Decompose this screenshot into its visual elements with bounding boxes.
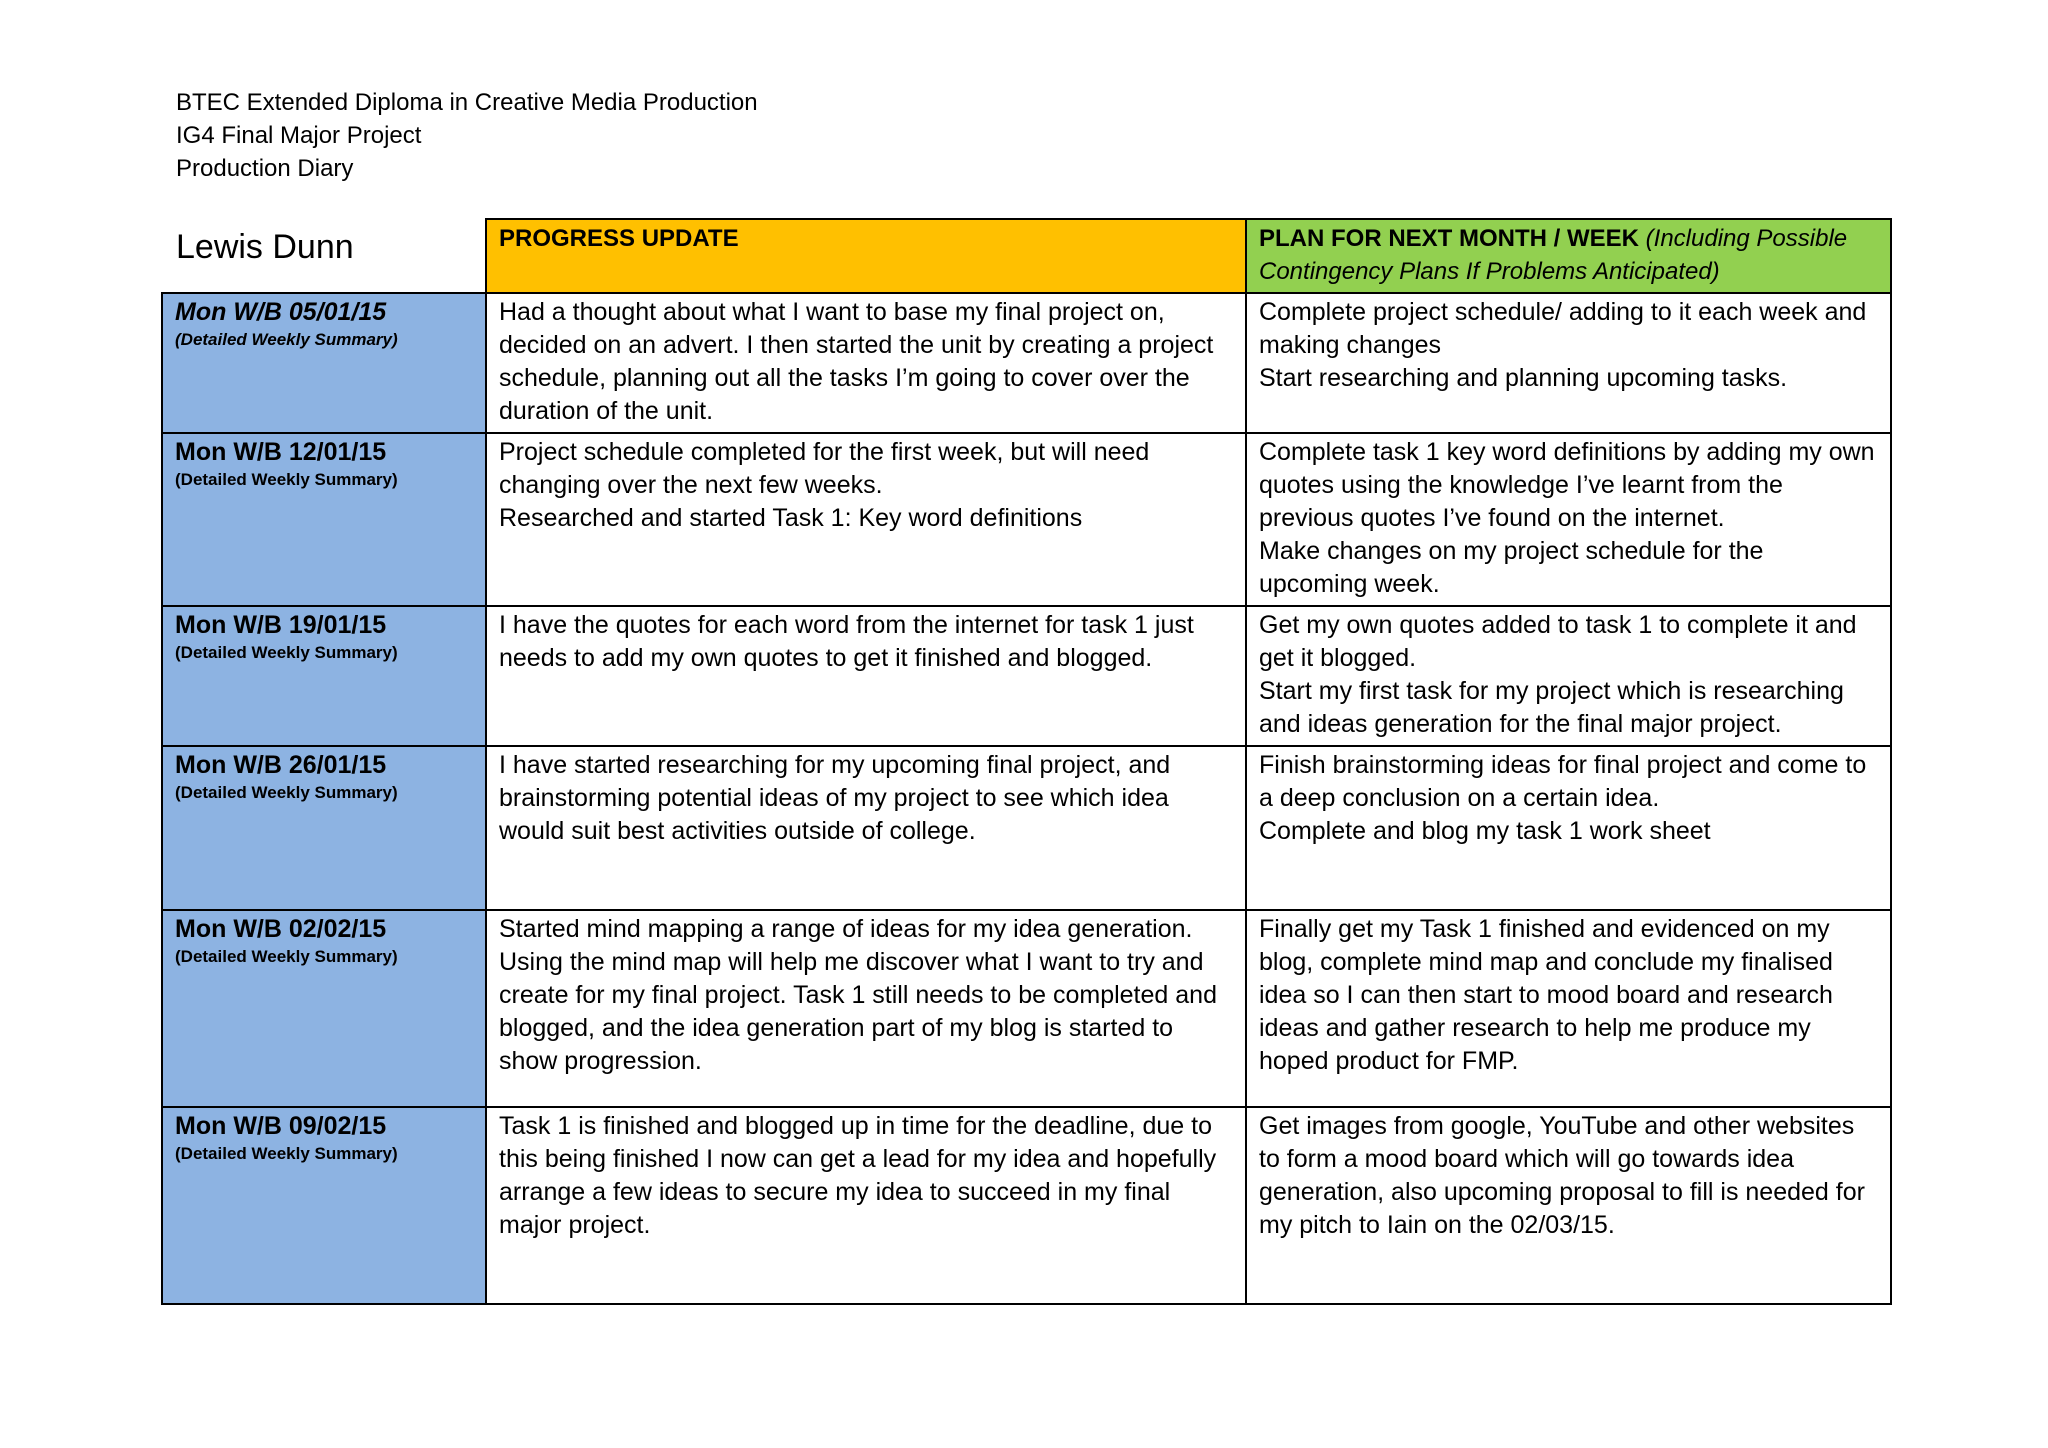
student-name: Lewis Dunn <box>162 219 486 293</box>
plan-text: Finish brainstorming ideas for final project and come to a deep conclusion on a certain idea. <box>1259 751 1867 812</box>
week-subtitle: (Detailed Weekly Summary) <box>175 1144 398 1163</box>
week-subtitle: (Detailed Weekly Summary) <box>175 947 398 966</box>
plan-header-label: PLAN FOR NEXT MONTH / WEEK <box>1259 225 1639 252</box>
week-subtitle: (Detailed Weekly Summary) <box>175 470 398 489</box>
table-row <box>162 433 1891 606</box>
plan-header-note: (Including Possible Contingency Plans If Problems Anticipated) <box>1259 225 1848 285</box>
week-cell <box>162 606 486 746</box>
table-row <box>162 293 1891 433</box>
week-title: Mon W/B 19/01/15 <box>175 611 387 639</box>
week-title: Mon W/B 26/01/15 <box>175 751 387 779</box>
week-title: Mon W/B 12/01/15 <box>175 438 387 466</box>
plan-cell <box>1246 606 1891 746</box>
plan-text: Start researching and planning upcoming tasks. <box>1259 364 1788 392</box>
plan-text: Complete project schedule/ adding to it each week and making changes <box>1259 298 1867 359</box>
week-cell <box>162 1107 486 1304</box>
table-row <box>162 606 1891 746</box>
plan-cell <box>1246 1107 1891 1304</box>
progress-text: I have started researching for my upcoming final project, and brainstorming potential ideas of my project to see which idea would suit best activities outside of college. <box>499 751 1171 845</box>
progress-update-header: PROGRESS UPDATE <box>486 219 1246 293</box>
table-row <box>162 1107 1891 1304</box>
plan-text: Make changes on my project schedule for the upcoming week. <box>1259 537 1764 598</box>
week-cell <box>162 746 486 910</box>
progress-text: I have the quotes for each word from the internet for task 1 just needs to add my own quotes to get it finished and blogged. <box>499 611 1194 672</box>
week-cell <box>162 910 486 1107</box>
progress-text: Task 1 is finished and blogged up in time for the deadline, due to this being finished I now can get a lead for my idea and hopefully arrange a few ideas to secure my idea to succeed in my final major project. <box>499 1112 1217 1239</box>
progress-text: Started mind mapping a range of ideas for my idea generation. Using the mind map will help me discover what I want to try and create for my final project. Task 1 still needs to be completed and blogged, and the idea generation part of my blog is started to show progression. <box>499 915 1217 1075</box>
week-subtitle: (Detailed Weekly Summary) <box>175 330 398 349</box>
plan-text: Complete and blog my task 1 work sheet <box>1259 817 1711 845</box>
document-title: Production Diary <box>176 155 354 182</box>
table-row <box>162 910 1891 1107</box>
plan-text: Start my first task for my project which is researching and ideas generation for the final major project. <box>1259 677 1844 738</box>
plan-header <box>1246 219 1891 293</box>
progress-cell <box>486 1107 1246 1304</box>
progress-cell <box>486 606 1246 746</box>
week-title: Mon W/B 09/02/15 <box>175 1112 387 1140</box>
plan-text: Get images from google, YouTube and other websites to form a mood board which will go towards idea generation, also upcoming proposal to fill is needed for my pitch to Iain on the 02/03/15. <box>1259 1112 1865 1239</box>
document-header <box>176 86 758 185</box>
course-title: BTEC Extended Diploma in Creative Media Production <box>176 89 758 116</box>
progress-cell <box>486 746 1246 910</box>
progress-cell <box>486 910 1246 1107</box>
week-cell <box>162 433 486 606</box>
week-subtitle: (Detailed Weekly Summary) <box>175 783 398 802</box>
week-subtitle: (Detailed Weekly Summary) <box>175 643 398 662</box>
plan-text: Finally get my Task 1 finished and evidenced on my blog, complete mind map and conclude my finalised idea so I can then start to mood board and research ideas and gather research to help me produce my hoped product for FMP. <box>1259 915 1833 1075</box>
progress-text: Researched and started Task 1: Key word definitions <box>499 504 1083 532</box>
progress-text: Had a thought about what I want to base my final project on, decided on an advert. I then started the unit by creating a project schedule, planning out all the tasks I’m going to cover over the duration of the unit. <box>499 298 1214 425</box>
week-cell <box>162 293 486 433</box>
project-title: IG4 Final Major Project <box>176 122 422 149</box>
plan-cell <box>1246 293 1891 433</box>
plan-cell <box>1246 433 1891 606</box>
progress-cell <box>486 293 1246 433</box>
plan-text: Complete task 1 key word definitions by adding my own quotes using the knowledge I’ve learnt from the previous quotes I’ve found on the internet. <box>1259 438 1875 532</box>
week-title: Mon W/B 02/02/15 <box>175 915 387 943</box>
table-header-row <box>162 219 1891 293</box>
week-title: Mon W/B 05/01/15 <box>175 298 387 326</box>
progress-cell <box>486 433 1246 606</box>
table-row <box>162 746 1891 910</box>
plan-cell <box>1246 746 1891 910</box>
production-diary-table <box>161 218 1892 1305</box>
plan-text: Get my own quotes added to task 1 to complete it and get it blogged. <box>1259 611 1857 672</box>
progress-text: Project schedule completed for the first week, but will need changing over the next few weeks. <box>499 438 1150 499</box>
plan-cell <box>1246 910 1891 1107</box>
